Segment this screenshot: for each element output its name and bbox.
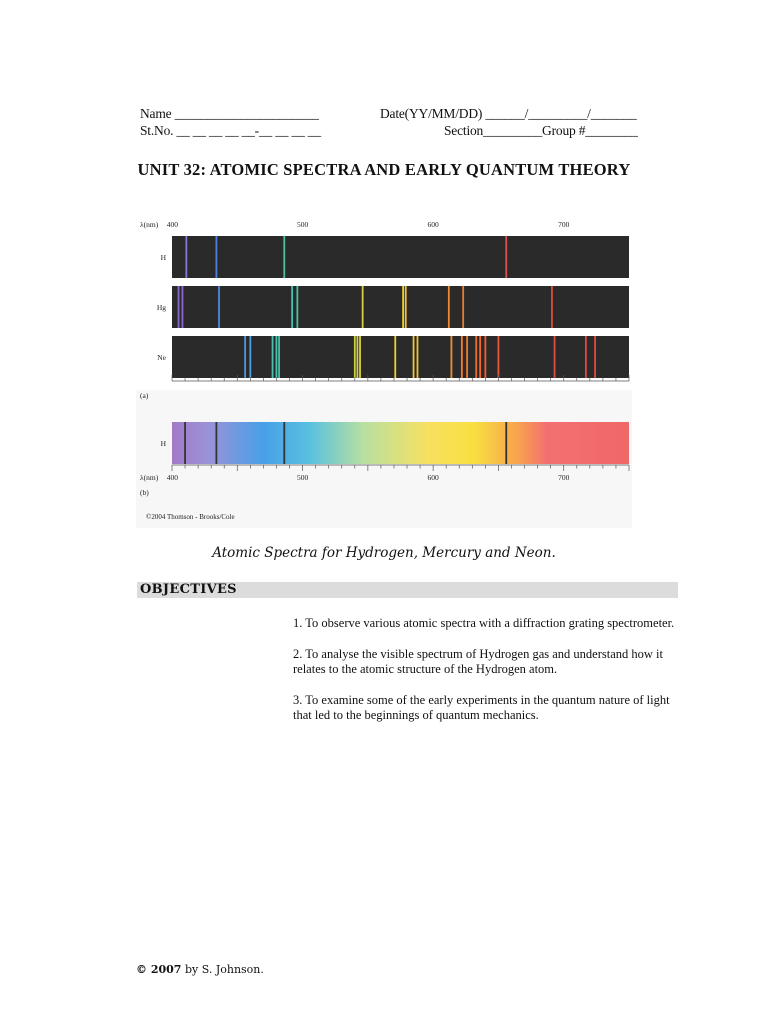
spectrum-panel-hg <box>172 286 629 328</box>
emission-line <box>359 336 361 378</box>
objectives-heading-bar <box>137 582 678 598</box>
spectrum-panel-h <box>172 236 629 278</box>
absorption-line <box>184 422 186 464</box>
objective-item: 2. To analyse the visible spectrum of Hydrogen gas and understand how it relates to the atomic structure of the Hydrogen atom. <box>293 646 663 676</box>
panel-a-label: (a) <box>140 391 149 400</box>
absorption-line <box>215 422 217 464</box>
emission-line <box>278 336 280 378</box>
copyright-year: © 2007 <box>136 963 182 976</box>
emission-line <box>479 336 481 378</box>
emission-line <box>466 336 468 378</box>
emission-line <box>362 286 364 328</box>
emission-line <box>475 336 477 378</box>
emission-line <box>357 336 359 378</box>
top-tick-label: 600 <box>427 220 439 229</box>
objectives-list <box>293 616 678 739</box>
bottom-tick-label: 400 <box>166 473 178 482</box>
name-field: Name ______________________ <box>140 106 319 121</box>
emission-line <box>296 286 298 328</box>
emission-line <box>402 286 404 328</box>
emission-line <box>276 336 278 378</box>
element-label: Hg <box>156 303 166 312</box>
emission-line <box>417 336 419 378</box>
emission-line <box>185 236 187 278</box>
emission-line <box>249 336 251 378</box>
spectrum-panel-ne <box>172 336 629 378</box>
absorption-spectrum <box>172 422 629 464</box>
emission-line <box>594 336 596 378</box>
emission-line <box>554 336 556 378</box>
emission-line <box>272 336 274 378</box>
absorption-line <box>505 422 507 464</box>
figure-caption: Atomic Spectra for Hydrogen, Mercury and Neon. <box>212 545 556 561</box>
author: by S. Johnson. <box>181 963 264 976</box>
panel-b-label: (b) <box>140 488 149 497</box>
objective-item: 3. To examine some of the early experiments in the quantum nature of light that led to the beginnings of quantum mechanics. <box>293 692 670 722</box>
top-axis-label: λ(nm) <box>140 220 159 229</box>
emission-line <box>244 336 246 378</box>
absorption-line <box>283 422 285 464</box>
emission-line <box>354 336 356 378</box>
emission-line <box>215 236 217 278</box>
emission-line <box>283 236 285 278</box>
bottom-tick-label: 500 <box>296 473 309 482</box>
emission-line <box>498 336 500 378</box>
figure-credit: ©2004 Thomson - Brooks/Cole <box>146 513 235 521</box>
element-label: H <box>160 439 166 448</box>
student-number-field: St.No. __ __ __ __ __-__ __ __ __ <box>140 123 321 138</box>
emission-line <box>178 286 180 328</box>
objective-item: 1. To observe various atomic spectra with a diffraction grating spectrometer. <box>293 616 675 630</box>
unit-title: UNIT 32: ATOMIC SPECTRA AND EARLY QUANTUM THEORY <box>137 160 631 179</box>
emission-line <box>551 286 553 328</box>
objectives-heading: OBJECTIVES <box>140 582 237 597</box>
emission-line <box>405 286 407 328</box>
spectra-figure <box>136 208 632 528</box>
emission-line <box>291 286 293 328</box>
emission-line <box>448 286 450 328</box>
top-tick-label: 700 <box>558 220 570 229</box>
emission-line <box>451 336 453 378</box>
emission-line <box>505 236 507 278</box>
emission-line <box>484 336 486 378</box>
date-field: Date(YY/MM/DD) ______/_________/_______ <box>380 106 637 121</box>
emission-line <box>462 286 464 328</box>
top-tick-label: 400 <box>166 220 178 229</box>
section-group-field: Section_________Group #________ <box>444 123 638 138</box>
emission-line <box>218 286 220 328</box>
emission-line <box>182 286 184 328</box>
emission-line <box>585 336 587 378</box>
emission-line <box>394 336 396 378</box>
emission-line <box>461 336 463 378</box>
bottom-tick-label: 700 <box>558 473 570 482</box>
emission-line <box>413 336 415 378</box>
top-tick-label: 500 <box>296 220 309 229</box>
bottom-axis-label: λ(nm) <box>140 473 159 482</box>
footer-copyright <box>136 963 264 976</box>
element-label: Ne <box>157 353 166 362</box>
bottom-tick-label: 600 <box>427 473 439 482</box>
element-label: H <box>160 253 166 262</box>
